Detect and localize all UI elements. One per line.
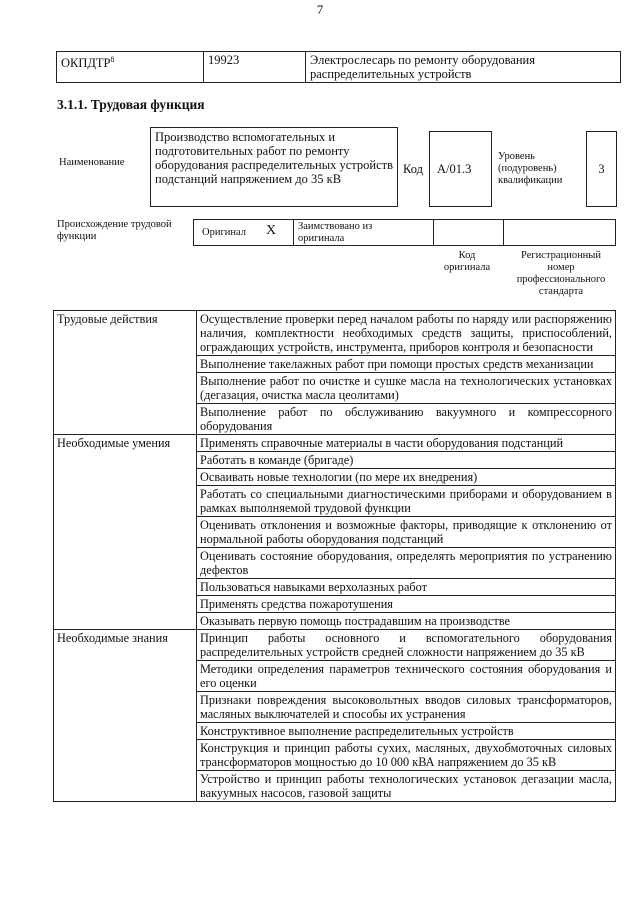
table-cell: Конструктивное выполнение распределительных устройств bbox=[197, 723, 616, 740]
function-name-label: Наименование bbox=[59, 157, 125, 168]
labor-function-table bbox=[53, 310, 616, 802]
table-cell: Методики определения параметров технического состояния оборудования и его оценки bbox=[197, 661, 616, 692]
table-cell: Выполнение работ по очистке и сушке масла на технологических установках (дегазация, очистка масла цеолитами) bbox=[197, 373, 616, 404]
table-cell: Оказывать первую помощь пострадавшим на производстве bbox=[197, 613, 616, 630]
table-cell: Конструкция и принцип работы сухих, масляных, двухобмоточных силовых трансформаторов мощностью до 10 000 кВА напряжением до 35 кВ bbox=[197, 740, 616, 771]
table-cell: Выполнение такелажных работ при помощи простых средств механизации bbox=[197, 356, 616, 373]
okpdtr-footnote: 8 bbox=[110, 55, 115, 64]
function-name-value: Производство вспомогательных и подготовительных работ по ремонту оборудования распределительных устройств подстанций напряжением до 35 кВ bbox=[150, 127, 398, 207]
category-required-knowledge: Необходимые знания bbox=[54, 630, 197, 802]
okpdtr-label-cell bbox=[57, 52, 204, 83]
origin-original-mark: X bbox=[266, 223, 277, 238]
table-cell: Работать в команде (бригаде) bbox=[197, 452, 616, 469]
divider bbox=[293, 220, 294, 245]
origin-original-label: Оригинал bbox=[202, 227, 246, 238]
registration-number-caption: Регистрационный номер профессионального стандарта bbox=[516, 250, 606, 297]
origin-row bbox=[193, 219, 616, 246]
category-required-skills: Необходимые умения bbox=[54, 435, 197, 630]
table-cell: Выполнение работ по обслуживанию вакуумного и компрессорного оборудования bbox=[197, 404, 616, 435]
origin-label: Происхождение трудовой функции bbox=[57, 219, 172, 242]
okpdtr-label: ОКПДТР bbox=[61, 56, 111, 71]
section-title: 3.1.1. Трудовая функция bbox=[57, 97, 205, 112]
table-cell: Принцип работы основного и вспомогательного оборудования распределительных устройств средней сложности напряжением до 35 кВ bbox=[197, 630, 616, 661]
function-code-value: A/01.3 bbox=[429, 131, 492, 207]
function-code-label: Код bbox=[403, 162, 423, 176]
table-cell: Признаки повреждения высоковольтных вводов силовых трансформаторов, масляных выключателей и способы их устранения bbox=[197, 692, 616, 723]
divider bbox=[503, 220, 504, 245]
table-cell: Оценивать отклонения и возможные факторы, приводящие к отклонению от нормальной работы оборудования подстанций bbox=[197, 517, 616, 548]
page-number: 7 bbox=[316, 2, 324, 17]
okpdtr-code: 19923 bbox=[204, 52, 306, 83]
okpdtr-table bbox=[56, 51, 621, 83]
qualification-level-label: Уровень (подуровень) квалификации bbox=[498, 151, 563, 186]
table-row bbox=[54, 630, 616, 661]
table-cell: Осуществление проверки перед началом работы по наряду или распоряжению наличия, комплектности необходимых средств защиты, приспособлений, ограждающих устройств, инструмента, приборов контроля и безопасности bbox=[197, 311, 616, 356]
table-row bbox=[54, 435, 616, 452]
category-labor-actions: Трудовые действия bbox=[54, 311, 197, 435]
table-cell: Работать со специальными диагностическими приборами и оборудованием в рамках выполняемой трудовой функции bbox=[197, 486, 616, 517]
table-cell: Пользоваться навыками верхолазных работ bbox=[197, 579, 616, 596]
table-cell: Устройство и принцип работы технологических установок дегазации масла, вакуумных насосов, газовой защиты bbox=[197, 771, 616, 802]
table-cell: Оценивать состояние оборудования, определять мероприятия по устранению дефектов bbox=[197, 548, 616, 579]
origin-borrowed-label: Заимствовано из оригинала bbox=[298, 221, 373, 244]
divider bbox=[433, 220, 434, 245]
table-cell: Осваивать новые технологии (по мере их внедрения) bbox=[197, 469, 616, 486]
okpdtr-title: Электрослесарь по ремонту оборудования распределительных устройств bbox=[306, 52, 621, 83]
table-cell: Применять справочные материалы в части оборудования подстанций bbox=[197, 435, 616, 452]
table-row bbox=[54, 311, 616, 356]
table-cell: Применять средства пожаротушения bbox=[197, 596, 616, 613]
qualification-level-value: 3 bbox=[586, 131, 617, 207]
origin-code-caption: Код оригинала bbox=[443, 250, 491, 273]
